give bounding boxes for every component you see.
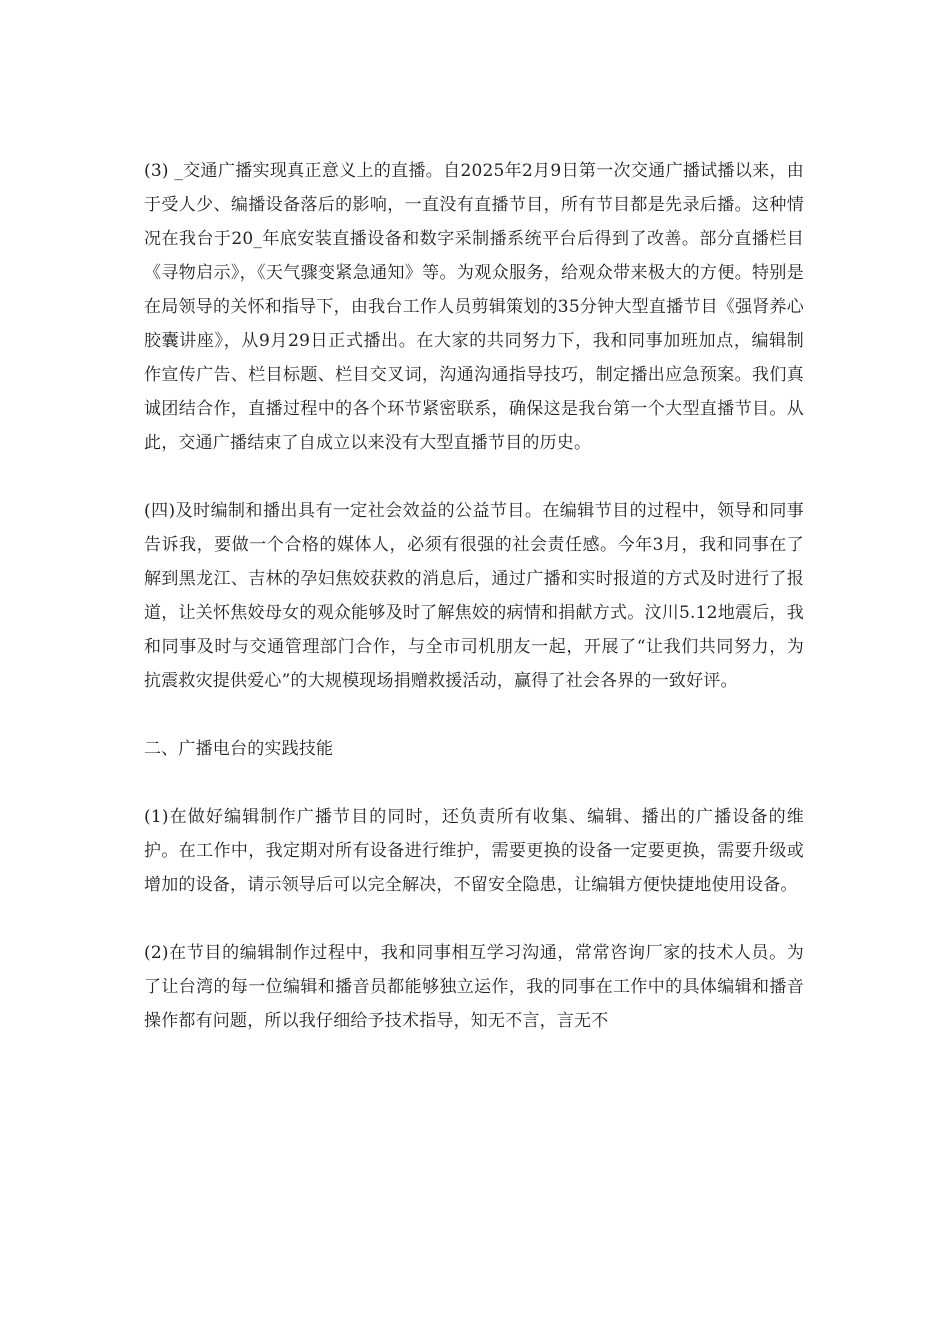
paragraph-equipment-maintenance: (1)在做好编辑制作广播节目的同时，还负责所有收集、编辑、播出的广播设备的维护。在工作中，我定期对所有设备进行维护，需要更换的设备一定要更换，需要升级或增加的设备，请示领导后可以完全解决，不留安全隐患，让编辑方便快捷地使用设备。 [144,807,804,895]
section-heading-practical-skills: 二、广播电台的实践技能 [144,739,334,759]
paragraph-live-broadcast: (3) _交通广播实现真正意义上的直播。自2025年2月9日第一次交通广播试播以来，由于受人少、编播设备落后的影响，一直没有直播节目，所有节目都是先录后播。这种情况在我台于20_年底安装直播设备和数字采制播系统平台后得到了改善。部分直播栏目《寻物启示》，《天气骤变紧急通知》等。为观众服务，给观众带来极大的方便。特别是在局领导的关怀和指导下，由我台工作人员剪辑策划的35分钟大型直播节目《强肾养心胶囊讲座》，从9月29日正式播出。在大家的共同努力下，我和同事加班加点，编辑制作宣传广告、栏目标题、栏目交叉词，沟通沟通指导技巧，制定播出应急预案。我们真诚团结合作，直播过程中的各个环节紧密联系，确保这是我台第一个大型直播节目。从此，交通广播结束了自成立以来没有大型直播节目的历史。 [144,161,804,453]
document-page [144,154,804,1072]
paragraph-public-welfare-programs: (四)及时编制和播出具有一定社会效益的公益节目。在编辑节目的过程中，领导和同事告诉我，要做一个合格的媒体人，必须有很强的社会责任感。今年3月，我和同事在了解到黑龙江、吉林的孕妇焦姣获救的消息后，通过广播和实时报道的方式及时进行了报道，让关怀焦姣母女的观众能够及时了解焦姣的病情和捐献方式。汶川5.12地震后，我和同事及时与交通管理部门合作，与全市司机朋友一起，开展了“让我们共同努力，为抗震救灾提供爱心”的大规模现场捐赠救援活动，赢得了社会各界的一致好评。 [144,501,804,691]
paragraph-technical-guidance: (2)在节目的编辑制作过程中，我和同事相互学习沟通，常常咨询厂家的技术人员。为了让台湾的每一位编辑和播音员都能够独立运作，我的同事在工作中的具体编辑和播音操作都有问题，所以我仔细给予技术指导，知无不言，言无不 [144,943,804,1031]
